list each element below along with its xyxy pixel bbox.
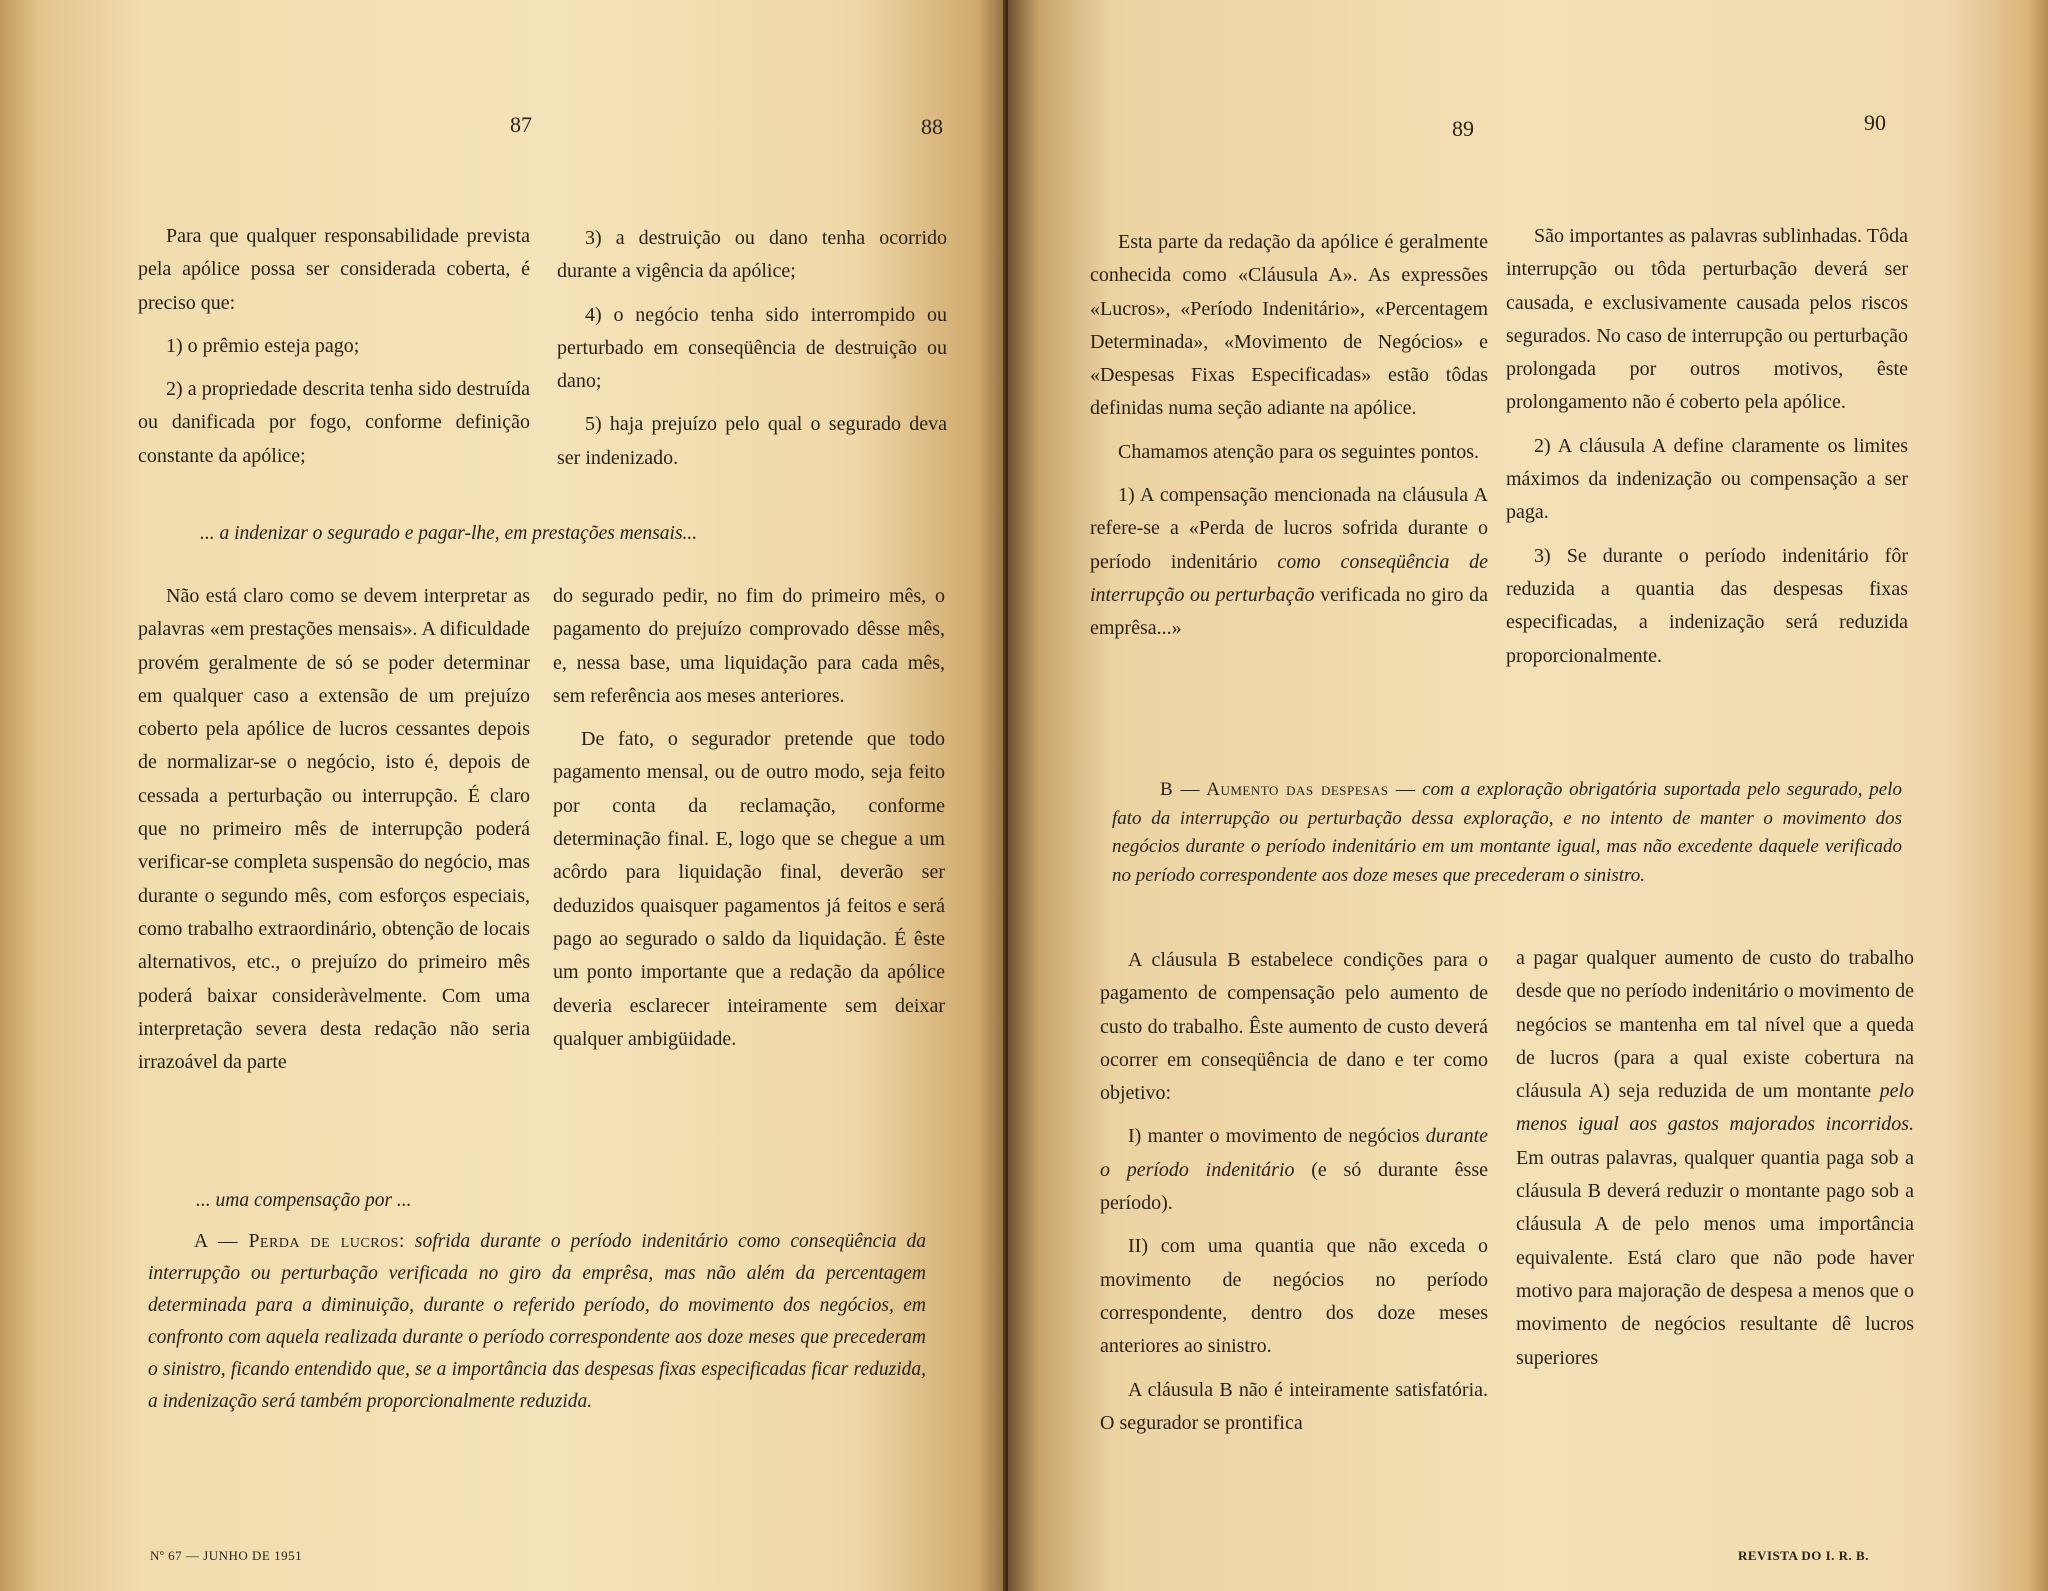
right-col2-top: [1506, 220, 1908, 683]
page-number-88: 88: [921, 114, 943, 139]
list-item: 3) a destruição ou dano tenha ocorrido durante a vigência da apólice;: [557, 227, 947, 283]
paragraph: A cláusula B não é inteiramente satisfatória. O segurador se prontifica: [1100, 1378, 1488, 1434]
left-col2-mid: [553, 580, 945, 1066]
paragraph: Esta parte da redação da apólice é geralmente conhecida como «Cláusula A». As expressões «Lucros», «Período Indenitário», «Percentagem Determinada», «Movimento de Negócios» e «Despesas Fixas Especificadas» estão tôdas definidas numa seção adiante na apólice.: [1090, 231, 1488, 420]
list-item: II) com uma quantia que não exceda o movimento de negócios no período correspondente, dentro dos doze meses anteriores ao sinistro.: [1100, 1235, 1488, 1358]
list-item: 2) a propriedade descrita tenha sido destruída ou danificada por fogo, conforme definição constante da apólice;: [138, 378, 530, 467]
list-item: 1) A compensação mencionada na cláusula A refere-se a «Perda de lucros sofrida durante o período indenitário como conseqüência de interrupção ou perturbação verificada no giro da emprêsa...»: [1090, 484, 1488, 640]
paragraph: A cláusula B estabelece condições para o pagamento de compensação pelo aumento de custo do trabalho. Êste aumento de custo deverá ocorrer em conseqüência de dano e ter como objetivo:: [1100, 949, 1488, 1105]
right-page: [1008, 0, 2048, 1591]
list-item: 4) o negócio tenha sido interrompido ou perturbado em conseqüência de destruição ou dano;: [557, 303, 947, 393]
left-col2-top: [557, 222, 947, 485]
page-number-89: 89: [1452, 116, 1474, 141]
list-item: 3) Se durante o período indenitário fôr reduzida a quantia das despesas fixas especificadas, a indenização será reduzida proporcionalmente.: [1506, 544, 1908, 667]
list-item: 1) o prêmio esteja pago;: [166, 334, 360, 357]
left-col1-top: [138, 220, 530, 483]
paragraph: a pagar qualquer aumento de custo do trabalho desde que no período indenitário o movimento de negócios se mantenha em tal nível que a queda de lucros (para a qual existe cobertura na cláusula A) seja reduzida de um montante pelo menos igual aos gastos majorados incorridos. Em outras palavras, qualquer quantia paga sob a cláusula B deverá reduzir o montante pago sob a cláusula A de pelo menos uma importância equivalente. Está claro que não pode haver motivo para majoração de despesa a menos que o movimento de negócios resultante dê lucros superiores: [1516, 947, 1914, 1369]
list-item: 5) haja prejuízo pelo qual o segurado deva ser indenizado.: [557, 413, 947, 469]
clause-a: [148, 1226, 926, 1418]
clause-a-text: sofrida durante o período indenitário como conseqüência da interrupção ou perturbação verificada no giro da emprêsa, mas não além da percentagem determinada para a diminuição, durante o referido período, do movimento dos negócios, em confronto com aquela realizada durante o período correspondente aos doze meses que precederam o sinistro, ficando entendido que, se a importância das despesas fixas especificadas ficar reduzida, a indenização será também proporcionalmente reduzida.: [148, 1231, 926, 1412]
page-number-90: 90: [1864, 110, 1886, 135]
clause-b-text: com a exploração obrigatória suportada pelo segurado, pelo fato da interrupção ou perturbação dessa exploração, e no intento de manter o movimento dos negócios durante o período indenitário em um montante igual, mas não excedente daquele verificado no período correspondente aos doze meses que precederam o sinistro.: [1112, 779, 1902, 886]
paragraph: do segurado pedir, no fim do primeiro mês, o pagamento do prejuízo comprovado dêsse mês, e, nessa base, uma liquidação para cada mês, sem referência aos meses anteriores.: [553, 585, 945, 707]
page-number-87: 87: [510, 112, 532, 137]
clause-a-heading: A — Perda de lucros:: [194, 1231, 405, 1252]
paragraph: Para que qualquer responsabilidade prevista pela apólice possa ser considerada coberta, é preciso que:: [138, 225, 530, 314]
list-item: 2) A cláusula A define claramente os limites máximos da indenização ou compensação a ser paga.: [1506, 434, 1908, 524]
paragraph: Chamamos atenção para os seguintes pontos.: [1118, 440, 1480, 463]
paragraph: De fato, o segurador pretende que todo pagamento mensal, ou de outro modo, seja feito por conta da reclamação, conforme determinação final. E, logo que se chegue a um acôrdo para liquidação final, deverão ser deduzidos quaisquer pagamentos já feitos e será pago ao segurado o saldo da liquidação. É êste um ponto importante que a redação da apólice deveria esclarecer inteiramente sem deixar qualquer ambigüidade.: [553, 728, 945, 1050]
right-col2-bottom: [1516, 942, 1914, 1385]
left-col1-mid: [138, 580, 530, 1089]
right-col1-bottom: [1100, 944, 1488, 1450]
footer-journal: REVISTA DO I. R. B.: [1738, 1548, 1869, 1563]
clause-b: [1112, 776, 1902, 890]
list-item: I) manter o movimento de negócios durante o período indenitário (e só durante êsse período).: [1100, 1125, 1488, 1215]
paragraph: São importantes as palavras sublinhadas. Tôda interrupção ou tôda perturbação deverá ser causada, e exclusivamente causada pelos riscos segurados. No caso de interrupção ou perturbação prolongada por outros motivos, êste prolongamento não é coberto pela apólice.: [1506, 225, 1908, 414]
clause-b-heading: B — Aumento das despesas —: [1160, 779, 1416, 800]
section-caption: ... uma compensação por ...: [196, 1190, 412, 1211]
footer-issue: Nº 67 — JUNHO DE 1951: [150, 1548, 303, 1563]
right-col1-top: [1090, 226, 1488, 656]
left-page: [0, 0, 1008, 1591]
section-caption: ... a indenizar o segurado e pagar-lhe, em prestações mensais...: [200, 523, 698, 544]
paragraph: Não está claro como se devem interpretar as palavras «em prestações mensais». A dificuldade provém geralmente de só se poder determinar em qualquer caso a extensão de um prejuízo coberto pela apólice de lucros cessantes depois de normalizar-se o negócio, isto é, depois de cessada a perturbação ou interrupção. É claro que no primeiro mês de interrupção poderá verificar-se completa suspensão do negócio, mas durante o segundo mês, com esforços especiais, como trabalho extraordinário, obtenção de locais alternativos, etc., o prejuízo do primeiro mês poderá baixar consideràvelmente. Com uma interpretação severa desta redação não seria irrazoável da parte: [138, 585, 530, 1074]
